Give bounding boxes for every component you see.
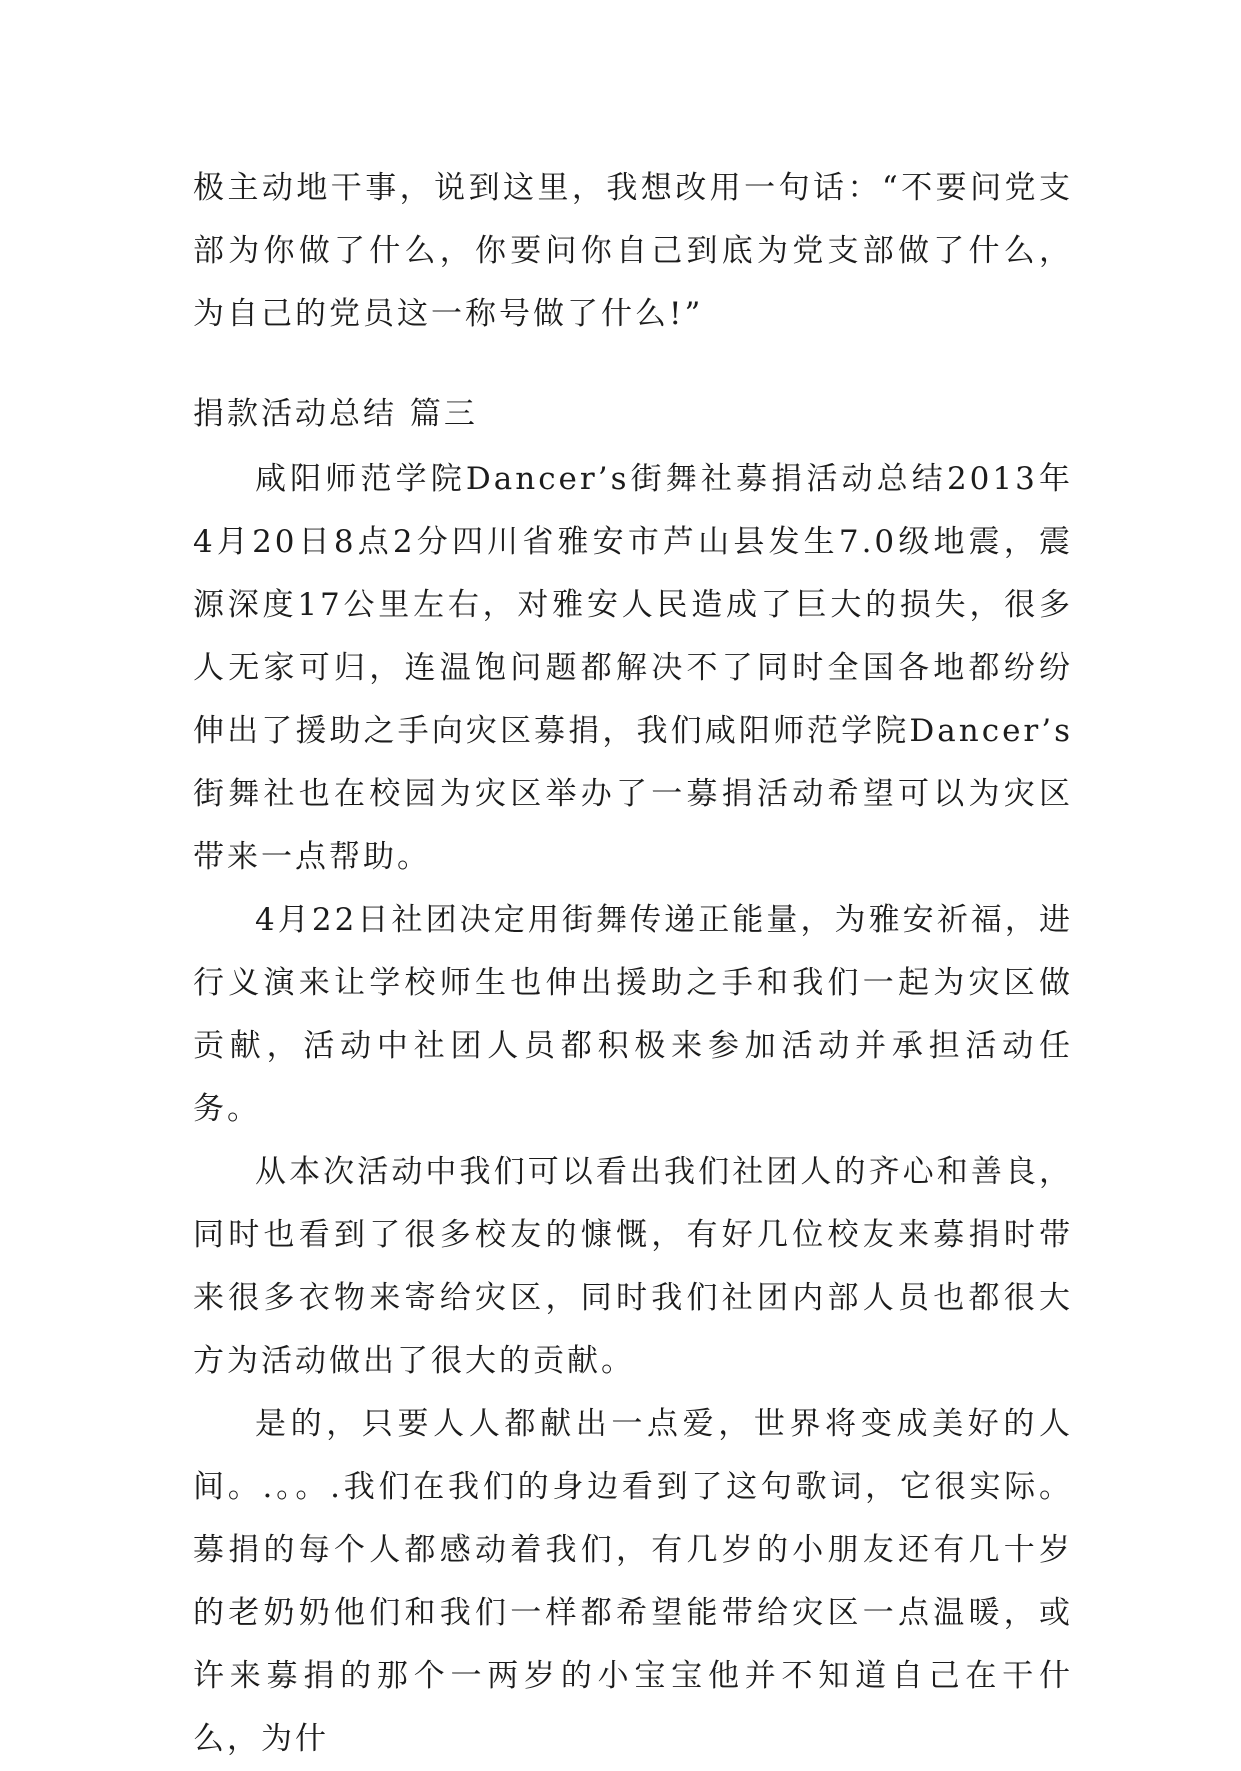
body-paragraph: 是的，只要人人都献出一点爱，世界将变成美好的人间。.。。.我们在我们的身边看到了这句歌词，它很实际。募捐的每个人都感动着我们，有几岁的小朋友还有几十岁的老奶奶他们和我们一样都希望能带给灾区一点温暖，或许来募捐的那个一两岁的小宝宝他并不知道自己在干什么，为什 bbox=[193, 1406, 1073, 1757]
body-paragraph: 4月22日社团决定用街舞传递正能量，为雅安祈福，进行义演来让学校师生也伸出援助之手和我们一起为灾区做贡献，活动中社团人员都积极来参加活动并承担活动任务。 bbox=[193, 902, 1073, 1127]
section-heading: 捐款活动总结 篇三 bbox=[193, 396, 478, 432]
body-paragraph: 从本次活动中我们可以看出我们社团人的齐心和善良，同时也看到了很多校友的慷慨，有好几位校友来募捐时带来很多衣物来寄给灾区，同时我们社团内部人员也都很大方为活动做出了很大的贡献。 bbox=[193, 1154, 1073, 1379]
body-paragraph: 咸阳师范学院Dancer’s街舞社募捐活动总结2013年4月20日8点2分四川省雅安市芦山县发生7.0级地震，震源深度17公里左右，对雅安人民造成了巨大的损失，很多人无家可归，连温饱问题都解决不了同时全国各地都纷纷伸出了援助之手向灾区募捐，我们咸阳师范学院Dancer’s街舞社也在校园为灾区举办了一募捐活动希望可以为灾区带来一点帮助。 bbox=[193, 461, 1073, 875]
continuation-block bbox=[193, 157, 1073, 346]
main-body bbox=[193, 448, 1073, 1771]
continuation-paragraph: 极主动地干事，说到这里，我想改用一句话：“不要问党支部为你做了什么，你要问你自己到底为党支部做了什么，为自己的党员这一称号做了什么!” bbox=[193, 170, 1073, 332]
